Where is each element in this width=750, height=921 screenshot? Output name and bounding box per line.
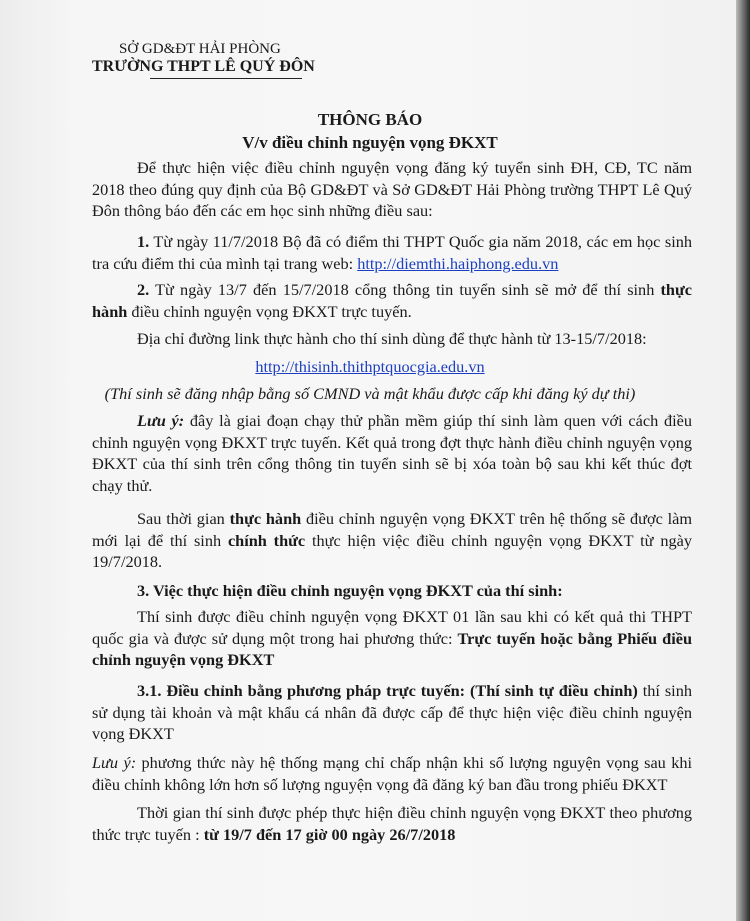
intro-paragraph: Để thực hiện việc điều chỉnh nguyện vọng đăng ký tuyển sinh ĐH, CĐ, TC năm 2018 theo đúng quy định của Bộ GD&ĐT và Sở GD&ĐT Hải Phòng trường THPT Lê Quý Đôn thông báo đến các em học sinh những điều sau: <box>92 158 692 221</box>
page-edge-shadow <box>736 0 750 921</box>
section-3-methods: Trực tuyến hoặc bằng Phiếu điều chỉnh nguyện vọng ĐKXT <box>92 628 692 670</box>
note-1-paragraph <box>92 410 692 496</box>
online-time-paragraph <box>92 802 692 845</box>
school-name: TRƯỜNG THPT LÊ QUÝ ĐÔN <box>92 58 315 75</box>
notice-subject: V/v điều chỉnh nguyện vọng ĐKXT <box>242 133 498 152</box>
online-time-text: Thời gian thí sinh được phép thực hiện điều chỉnh nguyện vọng ĐKXT theo phương thức trực tuyến : <box>92 803 692 844</box>
item-2-number: 2. <box>137 280 150 299</box>
score-lookup-link[interactable]: http://diemthi.haiphong.edu.vn <box>357 253 559 273</box>
after-practice-text-c: điều chỉnh nguyện vọng ĐKXT trên hệ thống sẽ được làm mới lại để thí sinh <box>92 509 692 550</box>
after-practice-text-a: Sau thời gian <box>137 509 230 528</box>
note-2-text: phương thức này hệ thống mạng chỉ chấp nhận khi số lượng nguyện vọng sau khi điều chỉnh không lớn hơn số lượng nguyện vọng đã đăng ký ban đầu trong phiếu ĐKXT <box>92 753 693 794</box>
after-practice-text-e: thực hiện việc điều chỉnh nguyện vọng ĐKXT từ ngày 19/7/2018. <box>92 530 692 572</box>
section-3-text: Thí sinh được điều chỉnh nguyện vọng ĐKXT 01 lần sau khi có kết quả thi THPT quốc gia và được sử dụng một trong hai phương thức: <box>92 607 692 648</box>
item-2-text-a: Từ ngày 13/7 đến 15/7/2018 cổng thông tin tuyển sinh sẽ mở để thí sinh <box>149 280 661 299</box>
notice-title: THÔNG BÁO <box>317 110 423 129</box>
item-2-text-b: điều chỉnh nguyện vọng ĐKXT trực tuyến. <box>127 301 412 321</box>
section-3-heading: 3. Việc thực hiện điều chỉnh nguyện vọng ĐKXT của thí sinh: <box>137 581 563 600</box>
item-1-text: Từ ngày 11/7/2018 Bộ đã có điểm thi THPT Quốc gia năm 2018, các em học sinh tra cứu điểm thi của mình tại trang web: <box>92 232 692 273</box>
item-1-number: 1. <box>137 232 150 251</box>
after-practice-bold-a: thực hành <box>229 509 302 528</box>
letterhead-underline <box>150 78 302 79</box>
note-2-paragraph <box>92 752 692 795</box>
section-3-paragraph <box>92 606 692 671</box>
item-2-bold: thực hành <box>92 280 692 321</box>
after-practice-bold-d: chính thức <box>227 530 306 550</box>
letterhead <box>92 40 315 79</box>
department-name: SỞ GD&ĐT HẢI PHÒNG <box>119 41 281 57</box>
online-time-range: từ 19/7 đến 17 giờ 00 ngày 26/7/2018 <box>203 824 456 844</box>
item-2-paragraph <box>92 279 692 322</box>
note-1-text: đây là giai đoạn chạy thử phần mềm giúp thí sinh làm quen với cách điều chỉnh nguyện vọng ĐKXT trực tuyến. Kết quả trong đợt thực hành điều chỉnh nguyện vọng ĐKXT của thí sinh trên cổng thông tin tuyển sinh sẽ bị xóa toàn bộ sau khi kết thúc đợt chạy thử. <box>92 411 692 495</box>
practice-address-text: Địa chỉ đường link thực hành cho thí sinh dùng để thực hành từ 13-15/7/2018: <box>137 329 647 348</box>
item-1-paragraph <box>92 231 692 274</box>
note-2-label: Lưu ý: <box>92 753 137 772</box>
after-practice-paragraph <box>92 508 692 573</box>
practice-link-row <box>0 357 740 377</box>
section-3-1-text: thí sinh sử dụng tài khoản và mật khẩu cá nhân đã được cấp để thực hiện việc điều chỉnh nguyện vọng ĐKXT <box>92 681 692 744</box>
note-1-label: Lưu ý: <box>137 411 185 430</box>
practice-link[interactable]: http://thisinh.thithptquocgia.edu.vn <box>255 357 485 376</box>
section-3-1-heading: 3.1. Điều chỉnh bằng phương pháp trực tuyến: (Thí sinh tự điều chỉnh) <box>137 681 638 700</box>
section-3-1-paragraph <box>92 680 692 745</box>
login-note: (Thí sinh sẽ đăng nhập bằng số CMND và mật khẩu được cấp khi đăng ký dự thi) <box>104 384 636 403</box>
